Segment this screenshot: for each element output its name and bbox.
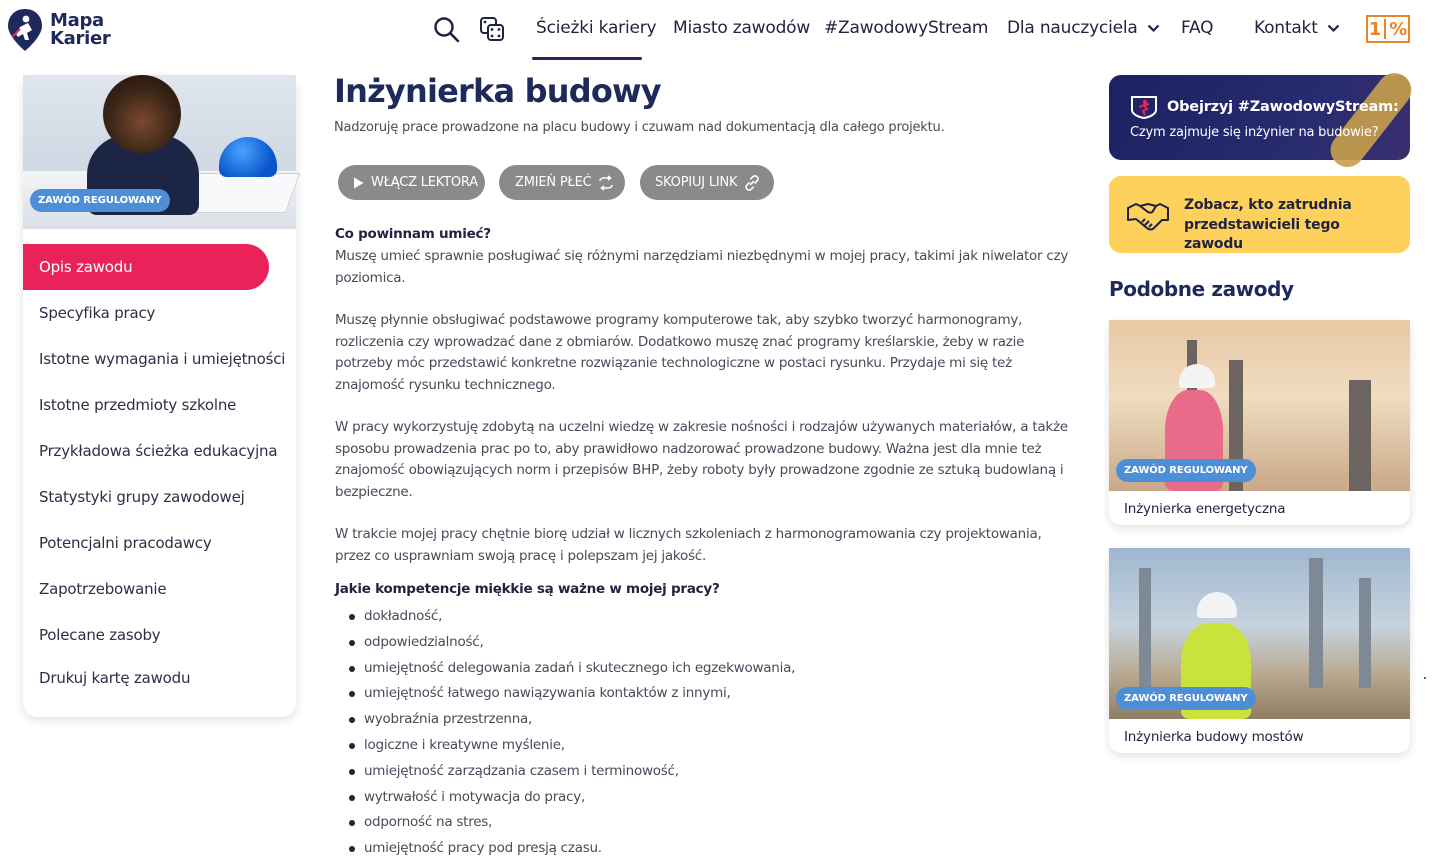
paragraph-2: Muszę płynnie obsługiwać podstawowe programy komputerowe tak, aby szybko tworzyć harmonogramy, rozliczenia czy wprowadzać dane z obmiarów. Dodatkowo muszę znać programy kreślarskie, żeby w razie potrzeby móc przedstawić konkretne rozwiązanie technologiczne w postaci rysunku. Przydaje mi się też znajomość rysunku technicznego. xyxy=(335,312,1025,393)
energy-engineer-image xyxy=(1109,320,1410,491)
copy-link-label: SKOPIUJ LINK xyxy=(655,175,738,190)
menu-item-print-card[interactable]: Drukuj kartę zawodu xyxy=(39,669,191,687)
stray-dot xyxy=(1424,677,1426,679)
hard-hat-shape xyxy=(1179,364,1215,388)
chevron-down-icon xyxy=(1327,24,1340,33)
dice-icon xyxy=(479,16,505,42)
nav-active-indicator xyxy=(532,57,642,60)
similar-job-card[interactable] xyxy=(1109,548,1410,753)
page-subtitle: Nadzoruję prace prowadzone na placu budowy i czuwam nad dokumentacją dla całego projektu. xyxy=(334,120,945,135)
nav-zawodowy-stream[interactable] xyxy=(824,18,988,38)
nav-city-label: Miasto zawodów xyxy=(673,18,811,38)
list-item: wyobraźnia przestrzenna, xyxy=(335,707,1075,733)
paragraph-4: W trakcie mojej pracy chętnie biorę udział w licznych szkoleniach z harmonogramowania czy projektowania, przez co usprawniam swoją pracę i polepszam jej jakość. xyxy=(335,526,1042,564)
menu-item-school-subjects[interactable]: Istotne przedmioty szkolne xyxy=(39,396,237,414)
hero-helmet-shape xyxy=(219,137,277,177)
profession-description xyxy=(335,224,1075,862)
nav-faq-label: FAQ xyxy=(1181,18,1214,38)
chevron-down-icon xyxy=(1147,24,1160,33)
section-heading-soft-skills: Jakie kompetencje miękkie są ważne w mojej pracy? xyxy=(335,581,720,597)
list-item: logiczne i kreatywne myślenie, xyxy=(335,733,1075,759)
search-icon xyxy=(433,16,460,43)
logo-text xyxy=(50,12,110,48)
stream-subtitle: Czym zajmuje się inżynier na budowie? xyxy=(1130,125,1379,140)
bridge-pillar-shape xyxy=(1359,578,1371,688)
section-heading-skills: Co powinnam umieć? xyxy=(335,226,491,242)
random-career-button[interactable] xyxy=(477,14,507,44)
similar-job-card[interactable] xyxy=(1109,320,1410,525)
hard-hat-shape xyxy=(1197,592,1237,618)
banner-decor-stripe xyxy=(1324,66,1419,174)
logo-line1: Mapa xyxy=(50,10,104,31)
nav-for-teachers[interactable] xyxy=(1007,18,1160,38)
search-button[interactable] xyxy=(431,14,461,44)
stream-logo-icon xyxy=(1129,95,1159,119)
handshake-icon xyxy=(1126,198,1170,232)
zawodowy-stream-banner[interactable] xyxy=(1109,75,1410,160)
similar-job-label: Inżynierka energetyczna xyxy=(1124,501,1286,517)
list-item: wytrwałość i motywacja do pracy, xyxy=(335,785,1075,811)
hero-person-head-shape xyxy=(103,75,181,153)
nav-contact[interactable] xyxy=(1254,18,1340,38)
profession-hero-image xyxy=(23,75,296,229)
swap-icon xyxy=(597,176,615,190)
menu-item-statistics[interactable]: Statystyki grupy zawodowej xyxy=(39,488,245,506)
regulated-profession-badge: ZAWÓD REGULOWANY xyxy=(30,189,170,212)
one-percent-sign: % xyxy=(1389,18,1408,40)
reader-button[interactable] xyxy=(338,165,485,200)
list-item: umiejętność delegowania zadań i skutecznego ich egzekwowania, xyxy=(335,656,1075,682)
paragraph-3: W pracy wykorzystuję zdobytą na uczelni wiedzę w zakresie nośności i rodzajów używanych materiałów, a także sposobu prowadzenia prac po to, aby prawidłowo nadzorować prowadzone budowy. Ważna jest dla mnie też znajomość obowiązujących norm i przepisów BHP, żeby roboty były prowadzone zgodnie ze sztuką budowlaną i bezpieczne. xyxy=(335,419,1068,500)
play-icon xyxy=(353,177,364,189)
bridge-pillar-shape xyxy=(1309,558,1323,688)
reader-button-label: WŁĄCZ LEKTORA xyxy=(371,175,478,190)
logo-link[interactable] xyxy=(6,6,116,54)
link-icon xyxy=(743,174,761,192)
paragraph-1: Muszę umieć sprawnie posługiwać się różnymi narzędziami niezbędnymi w mojej pracy, takimi jak niwelator czy poziomica. xyxy=(335,248,1069,286)
employers-banner[interactable] xyxy=(1109,176,1410,253)
menu-item-description[interactable]: Opis zawodu xyxy=(23,244,269,290)
nav-stream-label: #ZawodowyStream xyxy=(824,18,989,38)
regulated-profession-badge: ZAWÓD REGULOWANY xyxy=(1116,687,1256,710)
list-item: umiejętność łatwego nawiązywania kontaktów z innymi, xyxy=(335,681,1075,707)
stream-title-text: Obejrzyj #ZawodowyStream: xyxy=(1167,99,1399,115)
bridge-engineer-image xyxy=(1109,548,1410,719)
menu-item-resources[interactable]: Polecane zasoby xyxy=(39,626,161,644)
copy-link-button[interactable] xyxy=(640,165,774,200)
page-title: Inżynierka budowy xyxy=(334,72,661,110)
similar-professions-title: Podobne zawody xyxy=(1109,277,1294,301)
map-pin-logo-icon xyxy=(6,7,44,53)
list-item: odporność na stres, xyxy=(335,810,1075,836)
nav-contact-label: Kontakt xyxy=(1254,18,1318,38)
menu-item-requirements[interactable]: Istotne wymagania i umiejętności xyxy=(39,350,286,368)
nav-career-paths-label: Ścieżki kariery xyxy=(536,18,657,38)
nav-teachers-label: Dla nauczyciela xyxy=(1007,18,1138,38)
list-item: umiejętność pracy pod presją czasu. xyxy=(335,836,1075,862)
bridge-pillar-shape xyxy=(1139,568,1151,688)
profession-menu xyxy=(23,244,296,698)
stream-title xyxy=(1129,95,1399,119)
change-gender-label: ZMIEŃ PŁEĆ xyxy=(515,175,592,190)
change-gender-button[interactable] xyxy=(499,165,625,200)
menu-item-demand[interactable]: Zapotrzebowanie xyxy=(39,580,167,598)
regulated-profession-badge: ZAWÓD REGULOWANY xyxy=(1116,459,1256,482)
menu-item-education-path[interactable]: Przykładowa ścieżka edukacyjna xyxy=(39,442,278,460)
similar-job-label: Inżynierka budowy mostów xyxy=(1124,729,1304,745)
nav-city-of-professions[interactable] xyxy=(673,18,810,38)
one-percent-divider xyxy=(1384,19,1386,39)
nav-faq[interactable] xyxy=(1181,18,1213,38)
one-percent-badge[interactable] xyxy=(1366,15,1410,43)
nav-career-paths[interactable] xyxy=(536,18,656,38)
menu-item-work-specifics[interactable]: Specyfika pracy xyxy=(39,304,156,322)
list-item: odpowiedzialność, xyxy=(335,630,1075,656)
list-item: dokładność, xyxy=(335,604,1075,630)
menu-item-employers[interactable]: Potencjalni pracodawcy xyxy=(39,534,212,552)
one-percent-digit: 1 xyxy=(1368,18,1382,40)
refinery-tower-shape xyxy=(1349,380,1371,491)
logo-line2: Karier xyxy=(50,28,111,49)
list-item: umiejętność zarządzania czasem i terminowość, xyxy=(335,759,1075,785)
employers-text: Zobacz, kto zatrudnia przedstawicieli tego zawodu xyxy=(1184,197,1352,252)
profession-sidebar xyxy=(23,75,296,717)
soft-skills-list xyxy=(335,604,1075,862)
